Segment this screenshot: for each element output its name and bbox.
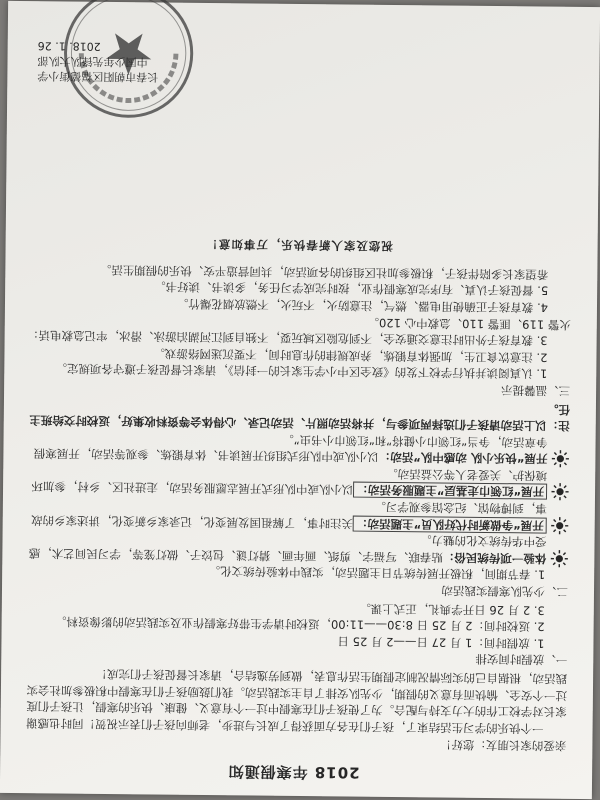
activity-text bbox=[24, 495, 547, 534]
activity-lead: 开展“快乐小队 动感中队”活动： bbox=[378, 450, 548, 466]
signature-school: 长春市朝阳区福德街小学 bbox=[37, 69, 159, 84]
schedule-item: 3. 2 月 26 日开学典礼，正式上课。 bbox=[359, 601, 545, 618]
activity-item bbox=[24, 461, 569, 500]
activity-item bbox=[24, 428, 569, 467]
signature-date: 2018. 1. 26 bbox=[37, 39, 101, 53]
tip-item: 2. 注意饮食卫生，加强体育锻炼，养成规律的作息时间，不要沉迷网络游戏。 bbox=[153, 346, 548, 365]
notice-body bbox=[21, 234, 572, 783]
schedule-item: 1. 放假时间：1 月 27 日——2 月 25 日 bbox=[337, 634, 545, 651]
sun-burst-icon bbox=[551, 483, 569, 501]
signature-block bbox=[37, 38, 227, 85]
activities-intro: 1. 春节期间，积极开展传统节日主题活动，实践中体验传统文化。 bbox=[208, 564, 546, 583]
activity-detail: 以小队或中队形式组织开展读书、体育锻炼、参观等活动，开展寒假争章活动，争当“红领巾小健将”和“红领巾小书虫”。 bbox=[33, 432, 548, 465]
section-heading-schedule: 一、放假时间安排 bbox=[475, 652, 568, 668]
sun-burst-icon bbox=[551, 450, 569, 468]
section-heading-activities: 二、少先队寒假实践活动 bbox=[441, 583, 569, 599]
intro-paragraph: 一个快乐的学习生活结束了，孩子们在各方面获得了成长与进步，老师向孩子们表示祝贺！同时也感谢家长对学校工作的大力支持与配合。为了使孩子们在寒假中过一个有意义、健康、快乐的寒假，让孩子们度过一个安全、愉快而有意义的假期，少先队安排了自主实践活动。我们鼓励孩子们在寒假中积极参加社会实践活动，根据自己的实际情况制定假期生活作息表，做到劳逸结合，请家长督促孩子们完成！ bbox=[26, 666, 568, 736]
activity-text bbox=[24, 428, 547, 467]
tip-item: 1. 认真阅读并执行学校下发的《致全区中小学生家长的一封信》，请家长督促孩子遵守各项规定。 bbox=[55, 361, 548, 381]
activity-detail: 以小队或中队形式开展志愿服务活动，走进社区、乡村，参加环境保护、关爱老人等公益活动。 bbox=[31, 466, 548, 498]
page-title: 2018 年寒假通知 bbox=[227, 762, 360, 782]
tip-item: 4. 教育孩子正确使用电器、燃气，注意防火，不玩火，不燃放烟花爆竹。 bbox=[176, 296, 549, 315]
closing-wish: 祝您及家人新春快乐，万事如意！ bbox=[205, 237, 393, 254]
schedule-item: 2. 返校时间：2 月 25 日 8:30——11:00，返校时请学生带好寒假作业及实践活动的影像资料。 bbox=[54, 614, 545, 634]
activity-text bbox=[24, 461, 547, 500]
tip-item: 5. 督促孩子认真、有序完成寒假作业，按时完成学习任务，多读书、读好书。 bbox=[153, 279, 549, 298]
activity-lead: 开展“争做新时代好队员”主题活动： bbox=[353, 515, 547, 533]
tip-item: 3. 教育孩子外出时注意交通安全，不到危险区域玩耍，不独自到江河湖泊游泳、滑冰，牢记急救电话：火警 119、匪警 110、急救中心 120。 bbox=[26, 315, 571, 348]
greeting: 亲爱的家长朋友：您好！ bbox=[439, 737, 567, 754]
activity-detail: 贴春联、写福字、剪纸、画年画、猜灯谜、包饺子、做灯笼等，学习民间艺术，感受中华传统文化的魅力。 bbox=[28, 533, 547, 565]
signature-dept: 中国少年先锋队大队部 bbox=[37, 54, 148, 69]
activity-lead: 开展“红领巾走基层”主题服务活动： bbox=[353, 482, 547, 500]
sun-burst-icon bbox=[551, 516, 569, 534]
activity-detail: 关注时事，了解祖国发展变化，记录家乡新变化，讲述家乡的故事，到博物馆、纪念馆参观学习。 bbox=[31, 499, 547, 531]
activity-item bbox=[24, 495, 569, 534]
section-heading-tips: 三、温馨提示 bbox=[501, 383, 571, 398]
activity-text bbox=[23, 528, 546, 567]
notice-paper bbox=[0, 1, 600, 799]
activities-note: 注：以上活动请孩子们选择两项参与，并将活动照片、活动记录、心得体会等资料收集好，返校时交给班主任。 bbox=[29, 402, 570, 433]
activity-item bbox=[23, 528, 568, 567]
activity-lead: 体验一项传统民俗： bbox=[442, 550, 547, 566]
closing-note: 希望家长多陪伴孩子，积极参加社区组织的各项活动，共同营造平安、快乐的假期生活。 bbox=[99, 262, 549, 282]
sun-burst-icon bbox=[550, 550, 568, 568]
